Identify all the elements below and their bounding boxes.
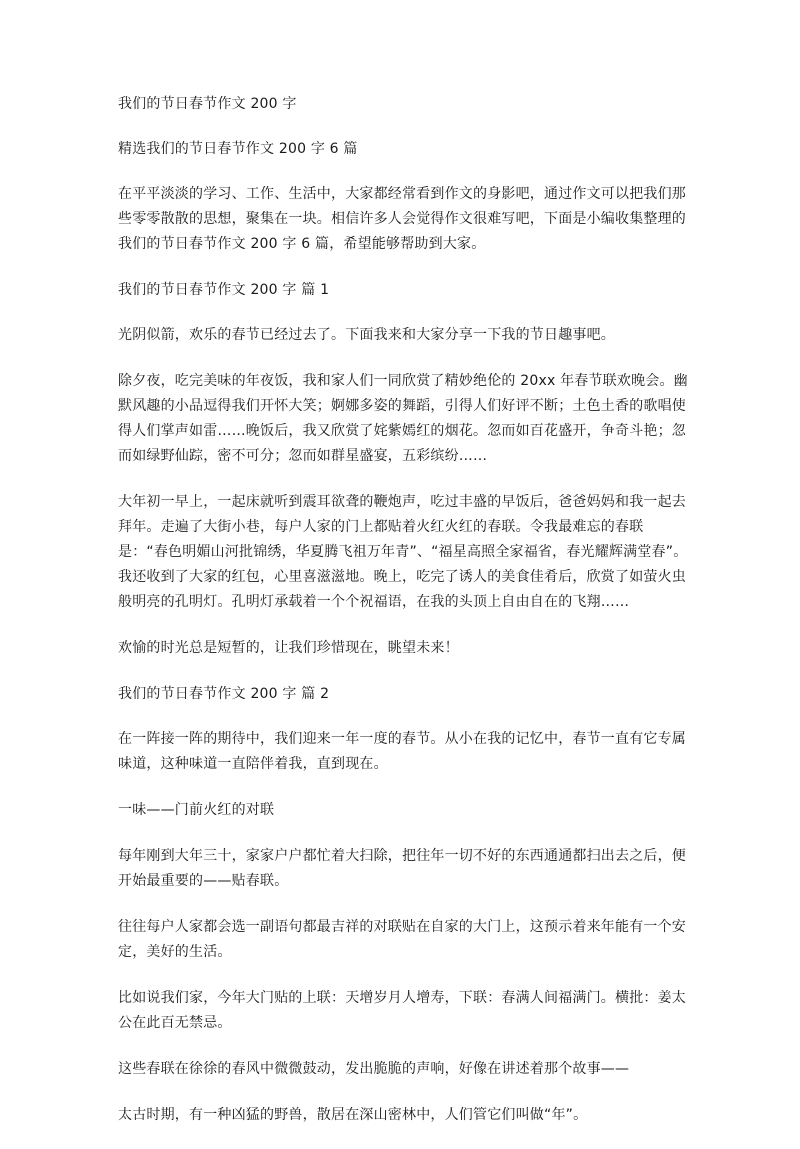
paragraph: 大年初一早上，一起床就听到震耳欲聋的鞭炮声，吃过丰盛的早饭后，爸爸妈妈和我一起去拜年。走遍了大街小巷，每户人家的门上都贴着火红火红的春联。令我最难忘的春联是：“春色明媚山河批锦绣，华夏腾飞祖万年青”、“福星高照全家福省，春光耀辉满堂春”。我还收到了大家的红包，心里喜滋滋地。晚上，吃完了诱人的美食佳肴后，欣赏了如萤火虫般明亮的孔明灯。孔明灯承载着一个个祝福语，在我的头顶上自由自在的飞翔…… — [118, 494, 688, 610]
section-heading-2: 我们的节日春节作文 200 字 篇 2 — [118, 686, 330, 702]
paragraph: 光阴似箭，欢乐的春节已经过去了。下面我来和大家分享一下我的节日趣事吧。 — [118, 327, 615, 343]
document-page — [118, 92, 690, 1149]
paragraph: 太古时期，有一种凶猛的野兽，散居在深山密林中，人们管它们叫做“年”。 — [118, 1107, 588, 1123]
paragraph: 每年刚到大年三十，家家户户都忙着大扫除，把往年一切不好的东西通通都扫出去之后，便开始最重要的——贴春联。 — [118, 848, 686, 889]
section-heading-1: 我们的节日春节作文 200 字 篇 1 — [118, 282, 330, 298]
paragraph: 一味——门前火红的对联 — [118, 802, 275, 818]
paragraph: 除夕夜，吃完美味的年夜饭，我和家人们一同欣赏了精妙绝伦的 20xx 年春节联欢晚会。幽默风趣的小品逗得我们开怀大笑；婀娜多姿的舞蹈，引得人们好评不断；土色土香的歌唱使得人们掌声如雷……晚饭后，我又欣赏了姹紫嫣红的烟花。忽而如百花盛开，争奇斗艳；忽而如绿野仙踪，密不可分；忽而如群星盛宴，五彩缤纷…… — [118, 373, 688, 464]
doc-title: 我们的节日春节作文 200 字 — [118, 96, 297, 112]
doc-subtitle: 精选我们的节日春节作文 200 字 6 篇 — [118, 141, 358, 157]
paragraph: 欢愉的时光总是短暂的，让我们珍惜现在，眺望未来！ — [118, 640, 459, 656]
paragraph: 在一阵接一阵的期待中，我们迎来一年一度的春节。从小在我的记忆中，春节一直有它专属味道，这种味道一直陪伴着我，直到现在。 — [118, 731, 686, 772]
paragraph: 比如说我们家，今年大门贴的上联：天增岁月人增寿，下联：春满人间福满门。横批：姜太公在此百无禁忌。 — [118, 990, 686, 1031]
paragraph: 往往每户人家都会选一副语句都最吉祥的对联贴在自家的大门上，这预示着来年能有一个安定，美好的生活。 — [118, 919, 686, 960]
intro-paragraph: 在平平淡淡的学习、工作、生活中，大家都经常看到作文的身影吧，通过作文可以把我们那些零零散散的思想，聚集在一块。相信许多人会觉得作文很难写吧，下面是小编收集整理的我们的节日春节作文 200 字 6 篇，希望能够帮助到大家。 — [118, 186, 686, 252]
paragraph: 这些春联在徐徐的春风中微微鼓动，发出脆脆的声响，好像在讲述着那个故事—— — [118, 1061, 630, 1077]
